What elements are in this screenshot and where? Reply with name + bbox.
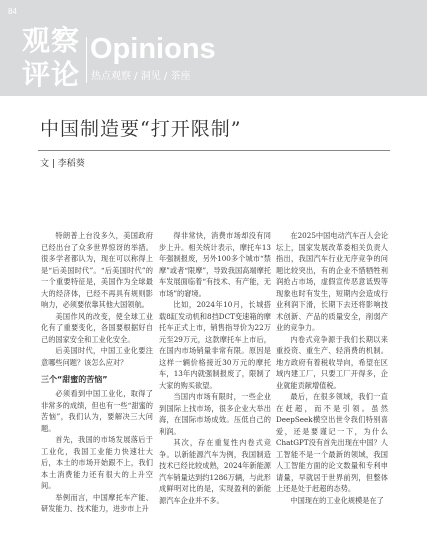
header-divider: [86, 37, 87, 83]
section-title-english: Opinions: [90, 33, 216, 65]
paragraph: 当国内市场有限时，一些企业到国际上找市场，很多企业大举出海，在国际市场成效。压低自己的利润。: [159, 392, 271, 436]
page-number: 84: [8, 7, 17, 16]
paragraph: 内卷式竞争源于我们长期以来重投资、重生产、轻消费的机制。地方政府有着税收导向，希望在区域内建工厂，只要工厂开得多，企业就能贡献增值税。: [276, 334, 388, 390]
paragraph: 其次，存在重复性内卷式竞争。以新能源汽车为例，我国制造技术已经比较成熟，2024年新能源汽车销量达到约1286万辆，与此形成鲜明对比的是，实现盈利的新能源汽车企业并不多。: [159, 438, 271, 505]
paragraph: 中国现在的工业化规模是在了: [290, 495, 384, 505]
paragraph: 得非常快，消费市场却没有同步上升。相关统计表示，摩托车13年强制报废，另外100多个城市“禁摩”或者“限摩”，导致我国高端摩托车发展面临着“有技术、有产能，无市场”的窘境。: [159, 231, 271, 298]
paragraph: 在2025中国电动汽车百人会论坛上，国家发展改革委相关负责人指出，我国汽车行业无序竞争的问题比较突出，有的企业不惜牺牲利润抢占市场，虚假宣传恶意诋毁等现象也时有发生，短期内会造成行业利润下滑，长期下去还将影响技术创新、产品的质量安全，削弱产业的竞争力。: [276, 231, 388, 332]
column-1: [41, 230, 153, 515]
section-subtitles: 热点观察 / 洞见 / 茶座: [91, 71, 191, 82]
paragraph: 必须看到中国工业化，取得了非常多的成绩，但也有一些“甜蜜的苦恼”，我们认为，要解决三大问题。: [41, 389, 153, 433]
paragraph: 后美国时代，中国工业化要注意哪些问题？该怎么应对？: [41, 346, 153, 367]
byline: 文 | 李稻葵: [40, 159, 85, 169]
subheading: 三个“甜蜜的苦恼”: [41, 375, 108, 384]
column-3: [276, 230, 388, 506]
header-band: [0, 0, 427, 96]
paragraph: 比如，2024年10月，长城搭载8缸发动机和8挡DCT变速箱的摩托车正式上市，销售指导价为22万元至29万元，这款摩托车上市后，在国内市场销量非常有限。原因是这样一辆价格接近30万元的摩托车，13年内就强制报废了，限制了大家的购买欲望。: [159, 300, 271, 390]
paragraph: 特朗普上台没多久，美国政府已经出台了众多世界惊讶的举措。很多学者都认为，现在可以称得上是“后美国时代”。“后美国时代”的一个重要特征是，美国作为全球最大的经济体，已经不再具有规则影响力，必须要依靠其他大国领航。: [41, 231, 153, 309]
paragraph: 举例而言，中国摩托车产能、研发能力、技术能力，进步市上升: [41, 492, 153, 513]
article-title: 中国制造要“打开限制”: [40, 118, 242, 140]
paragraph: 首先，我国的市场发展落后于工业化，我国工业能力快速壮大后，本土的市场开始跟不上，我们本土消费能力还有很大的上升空间。: [41, 435, 153, 490]
paragraph: 美国作风的改变，使全球工业化有了重要变化，各国要根据好自己的国家安全和工业化安全。: [41, 311, 153, 344]
section-glyph-bottom: 评论: [22, 58, 81, 91]
paragraph: 最后，在很多领域，我们一直在赶超，而不是引领。虽然DeepSeek横空出世令我们特别喜爱，还是要谨记一下，为什么ChatGPT没有首先出现在中国？人工智能不是一个最新的领域，我国人工智能方面的论文数量和专利申请量，早就居于世界前列，但整体上还是处于赶超的态势。: [276, 392, 388, 493]
title-rule: [38, 150, 390, 151]
column-2: [159, 230, 271, 506]
section-glyph-top: 观察: [22, 24, 81, 57]
